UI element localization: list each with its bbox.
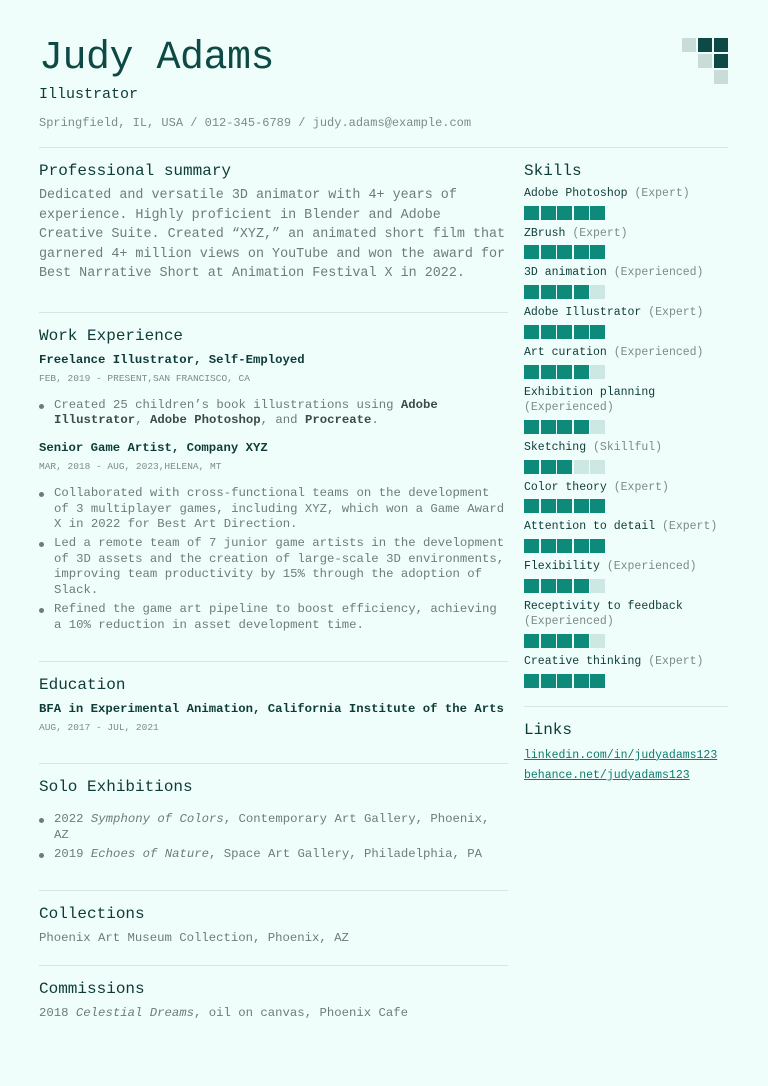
skill-level: (Expert) (648, 655, 704, 669)
rating-square (574, 285, 589, 299)
skill-name: Adobe Illustrator (524, 306, 642, 320)
rating-square (557, 325, 572, 339)
rating-square (541, 634, 556, 648)
skill-level: (Experienced) (613, 266, 704, 280)
rating-square (524, 499, 539, 513)
skill-name: Creative thinking (524, 655, 642, 669)
skill-item (524, 186, 728, 202)
rating-square (524, 365, 539, 379)
commissions-section (39, 965, 508, 1040)
commission-item: 2018 Celestial Dreams, oil on canvas, Phoenix Cafe (39, 1005, 409, 1020)
links-section (524, 706, 728, 805)
rating-square (590, 634, 605, 648)
collections-section (39, 890, 508, 965)
skill-name: Sketching (524, 440, 587, 454)
rating-square (590, 325, 605, 339)
summary-text: Dedicated and versatile 3D animator with 4+ years of experience. Highly proficient in Blender and Adobe Creative Suite. Created “XYZ,” an animated short film that garnered 4+ million views on YouTube and won the award for Best Narrative Short at Animation Festival X in 2022. (39, 188, 506, 281)
skill-rating (524, 245, 728, 259)
skill-item (524, 599, 728, 630)
sidebar (524, 148, 728, 805)
skill-rating (524, 460, 728, 474)
skill-item (524, 519, 728, 535)
rating-square (524, 539, 539, 553)
rating-square (574, 365, 589, 379)
rating-square (574, 674, 589, 688)
skill-item (524, 440, 728, 456)
work-section (39, 312, 508, 662)
rating-square (541, 245, 556, 259)
skill-level: (Expert) (648, 306, 704, 320)
rating-square (524, 285, 539, 299)
rating-square (557, 420, 572, 434)
job-title: Illustrator (39, 86, 139, 103)
rating-square (574, 245, 589, 259)
rating-square (524, 674, 539, 688)
contact-info: Springfield, IL, USA / 012-345-6789 / judy.adams@example.com (39, 116, 472, 130)
rating-square (541, 325, 556, 339)
skill-item (524, 480, 728, 496)
rating-square (590, 206, 605, 220)
rating-square (574, 579, 589, 593)
skill-name: Flexibility (524, 560, 600, 574)
rating-square (524, 420, 539, 434)
section-heading: Commissions (39, 979, 145, 998)
rating-square (574, 460, 589, 474)
rating-square (574, 325, 589, 339)
candidate-name: Judy Adams (39, 36, 275, 81)
job-title: Freelance Illustrator, Self-Employed (39, 352, 305, 367)
rating-square (557, 285, 572, 299)
rating-square (574, 420, 589, 434)
rating-square (541, 285, 556, 299)
exhibitions-section (39, 763, 508, 890)
skill-rating (524, 539, 728, 553)
rating-square (590, 499, 605, 513)
collections-text: Phoenix Art Museum Collection, Phoenix, AZ (39, 931, 349, 946)
rating-square (541, 460, 556, 474)
rating-square (541, 365, 556, 379)
job-bullet: Led a remote team of 7 junior game artists in the development of 3D assets and the creation of large-scale 3D environments, improving team productivity by 15% through the adoption of Slack. (39, 536, 508, 599)
main-column (39, 148, 508, 1039)
behance-link[interactable]: behance.net/judyadams123 (524, 768, 690, 782)
section-heading: Collections (39, 905, 145, 924)
rating-square (557, 634, 572, 648)
rating-square (574, 499, 589, 513)
rating-square (590, 285, 605, 299)
skill-name: Attention to detail (524, 520, 656, 534)
skill-rating (524, 365, 728, 379)
rating-square (590, 579, 605, 593)
rating-square (574, 634, 589, 648)
skill-level: (Expert) (572, 226, 628, 240)
rating-square (524, 634, 539, 648)
section-heading: Skills (524, 162, 582, 180)
summary-section (39, 148, 508, 300)
job-date: MAR, 2018 - AUG, 2023,HELENA, MT (39, 460, 222, 472)
rating-square (590, 420, 605, 434)
skill-name: Color theory (524, 480, 607, 494)
skill-item (524, 226, 728, 242)
section-heading: Professional summary (39, 162, 232, 180)
section-heading: Solo Exhibitions (39, 778, 193, 797)
skill-level: (Experienced) (606, 560, 697, 574)
skill-name: Receptivity to feedback (524, 599, 683, 613)
skill-item (524, 305, 728, 321)
section-heading: Work Experience (39, 326, 184, 345)
skill-item (524, 654, 728, 670)
rating-square (524, 579, 539, 593)
rating-square (524, 245, 539, 259)
rating-square (541, 420, 556, 434)
skill-name: ZBrush (524, 226, 566, 240)
rating-square (557, 245, 572, 259)
skill-level: (Experienced) (613, 345, 704, 359)
skill-item (524, 345, 728, 361)
rating-square (590, 245, 605, 259)
skill-item (524, 385, 728, 416)
section-heading: Education (39, 676, 126, 695)
section-heading: Links (524, 720, 573, 739)
rating-square (524, 325, 539, 339)
skill-level: (Skillful) (593, 440, 663, 454)
education-section (39, 661, 508, 763)
rating-square (557, 499, 572, 513)
skill-level: (Expert) (613, 480, 669, 494)
rating-square (590, 539, 605, 553)
exhibition-item: 2019 Echoes of Nature, Space Art Gallery, Philadelphia, PA (39, 847, 508, 863)
job-title: Senior Game Artist, Company XYZ (39, 440, 268, 455)
rating-square (541, 579, 556, 593)
skill-rating (524, 325, 728, 339)
rating-square (574, 206, 589, 220)
rating-square (524, 460, 539, 474)
education-date: AUG, 2017 - JUL, 2021 (39, 722, 159, 734)
skill-rating (524, 674, 728, 688)
skill-rating (524, 499, 728, 513)
skill-item (524, 265, 728, 281)
skill-rating (524, 206, 728, 220)
rating-square (541, 499, 556, 513)
rating-square (557, 539, 572, 553)
skill-level: (Expert) (634, 187, 690, 200)
rating-square (557, 365, 572, 379)
rating-square (590, 460, 605, 474)
rating-square (590, 365, 605, 379)
skill-level: (Experienced) (524, 615, 614, 629)
rating-square (541, 539, 556, 553)
skill-name: Art curation (524, 345, 607, 359)
skill-name: Exhibition planning (524, 385, 656, 399)
skill-name: 3D animation (524, 266, 607, 280)
skill-rating (524, 634, 728, 648)
rating-square (557, 579, 572, 593)
job-bullet: Refined the game art pipeline to boost efficiency, achieving a 10% reduction in asset development time. (39, 602, 508, 633)
job-date: FEB, 2019 - PRESENT,SAN FRANCISCO, CA (39, 372, 250, 384)
rating-square (524, 206, 539, 220)
rating-square (541, 206, 556, 220)
job-bullet: Collaborated with cross-functional teams on the development of 3 multiplayer games, including XYZ, which won a Game Award X in 2022 for Best Art Direction. (39, 486, 508, 533)
exhibition-item: 2022 Symphony of Colors, Contemporary Art Gallery, Phoenix, AZ (39, 812, 508, 843)
rating-square (557, 206, 572, 220)
degree: BFA in Experimental Animation, California Institute of the Arts (39, 702, 504, 717)
job-bullet: Created 25 children’s book illustrations using Adobe Illustrator, Adobe Photoshop, and Procreate. (39, 398, 508, 429)
skills-section (524, 148, 728, 706)
rating-square (557, 460, 572, 474)
skill-item (524, 559, 728, 575)
rating-square (590, 674, 605, 688)
rating-square (557, 674, 572, 688)
skill-rating (524, 285, 728, 299)
skill-rating (524, 579, 728, 593)
rating-square (574, 539, 589, 553)
rating-square (541, 674, 556, 688)
skill-name: Adobe Photoshop (524, 187, 628, 200)
linkedin-link[interactable]: linkedin.com/in/judyadams123 (524, 748, 718, 762)
skill-level: (Experienced) (524, 401, 614, 415)
skill-rating (524, 420, 728, 434)
skill-level: (Expert) (662, 520, 718, 534)
